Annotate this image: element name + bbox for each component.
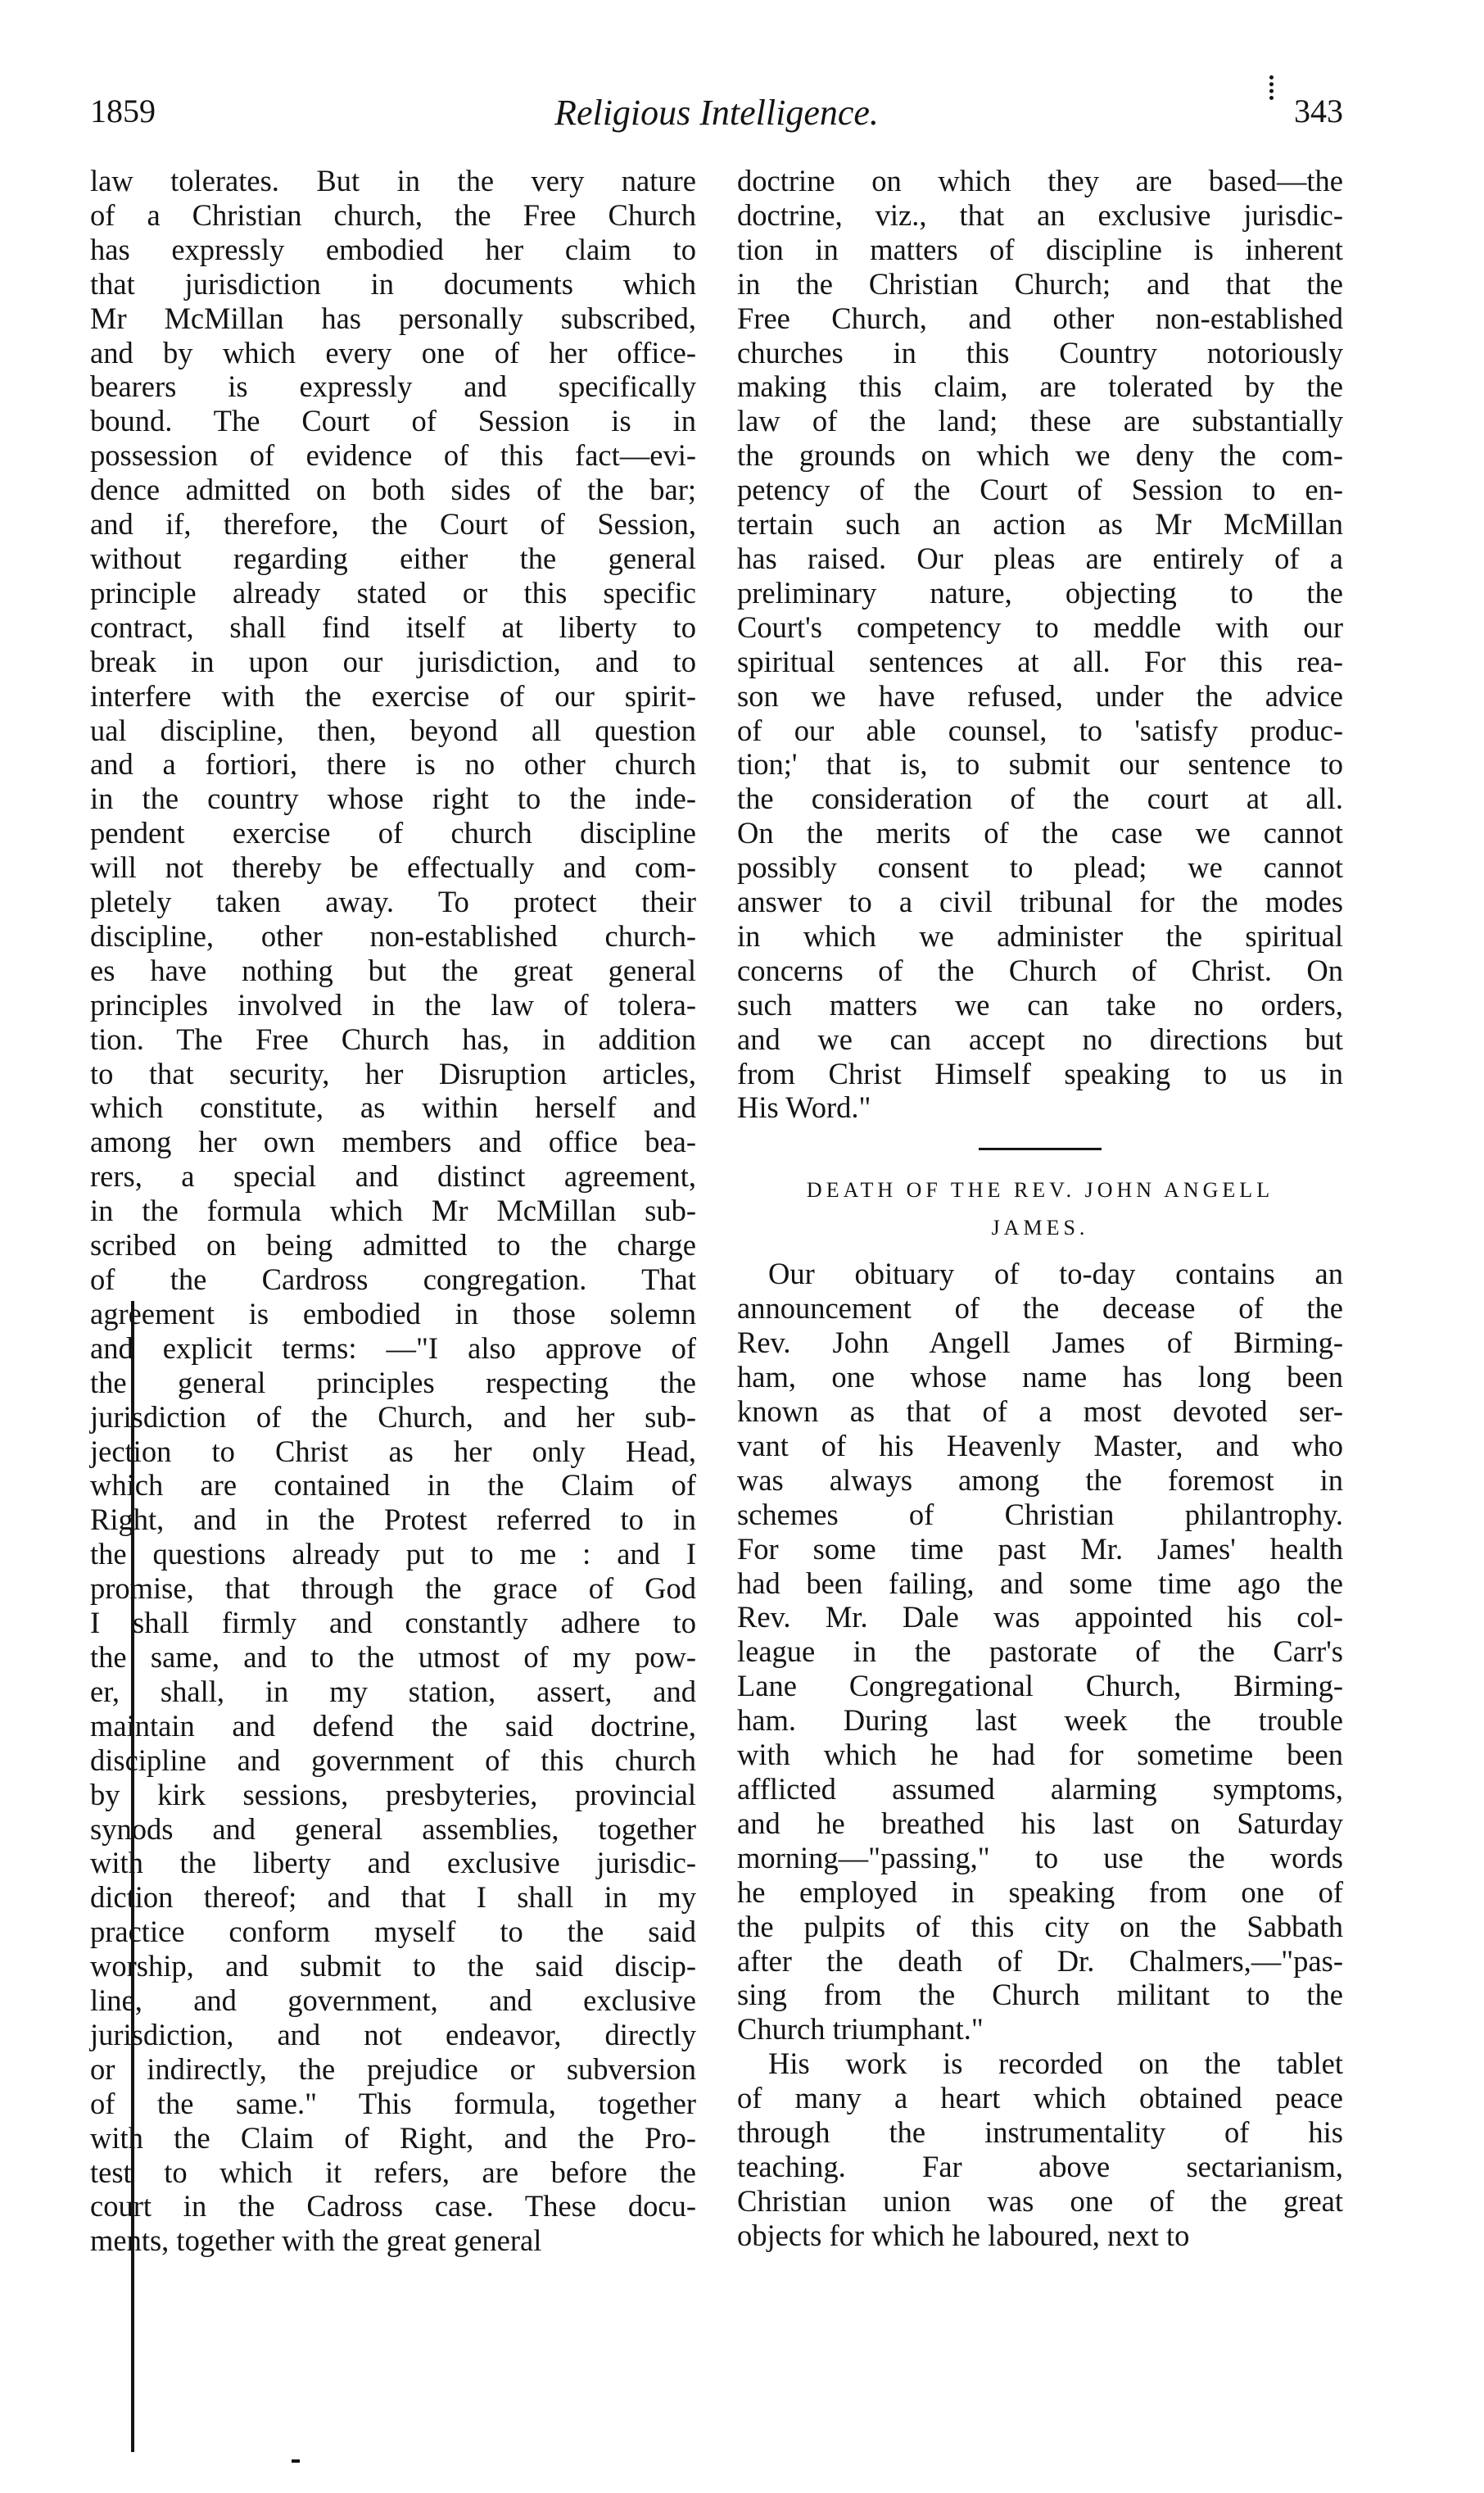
text-line: synods and general assemblies, together — [90, 1811, 696, 1846]
text-line: to that security, her Disruption articles, — [90, 1056, 696, 1090]
text-line: Mr McMillan has personally subscribed, — [90, 301, 696, 335]
text-line: ments, together with the great general — [90, 2223, 542, 2258]
text-line: line, and government, and exclusive — [90, 1983, 696, 2018]
text-line: possibly consent to plead; we cannot — [737, 850, 1343, 885]
text-line: Our obituary of to-day contains an — [768, 1257, 1343, 1291]
text-line: and he breathed his last on Saturday — [737, 1806, 1343, 1840]
text-line: the pulpits of this city on the Sabbath — [737, 1909, 1343, 1943]
right-column — [737, 164, 1343, 2253]
text-line: churches in this Country notoriously — [737, 335, 1343, 369]
text-line: of our able counsel, to 'satisfy produc- — [737, 713, 1343, 747]
text-line: tertain such an action as Mr McMillan — [737, 507, 1343, 542]
text-line: discipline, other non-established church- — [90, 918, 696, 953]
text-line: vant of his Heavenly Master, and who — [737, 1428, 1343, 1462]
text-line: announcement of the decease of the — [737, 1291, 1343, 1326]
text-line: Rev. Mr. Dale was appointed his col- — [737, 1600, 1343, 1634]
text-line: principles involved in the law of tolera- — [90, 987, 696, 1022]
text-line: through the instrumentality of his — [737, 2115, 1343, 2150]
text-line: petency of the Court of Session to en- — [737, 473, 1343, 507]
text-line: rers, a special and distinct agreement, — [90, 1159, 696, 1194]
text-line: had been failing, and some time ago the — [737, 1566, 1343, 1600]
text-line: the grounds on which we deny the com- — [737, 438, 1343, 473]
obituary-article — [737, 1257, 1343, 2252]
text-line: discipline and government of this church — [90, 1743, 696, 1777]
text-line: sing from the Church militant to the — [737, 1978, 1343, 2012]
text-line: and explicit terms: —"I also approve of — [90, 1330, 696, 1365]
text-line: with the Claim of Right, and the Pro- — [90, 2120, 696, 2155]
text-line: er, shall, in my station, assert, and — [90, 1674, 696, 1708]
text-line: Free Church, and other non-established — [737, 301, 1343, 335]
text-line: the questions already put to me : and I — [90, 1537, 696, 1571]
text-line: teaching. Far above sectarianism, — [737, 2149, 1343, 2183]
text-line: pletely taken away. To protect their — [90, 885, 696, 919]
text-line: principle already stated or this specific — [90, 575, 696, 610]
text-line: answer to a civil tribunal for the modes — [737, 885, 1343, 919]
text-line: law of the land; these are substantially — [737, 404, 1343, 438]
page-header — [90, 92, 1343, 141]
text-line: test to which it refers, are before the — [90, 2155, 696, 2189]
text-line: will not thereby be effectually and com- — [90, 850, 696, 885]
text-line: was always among the foremost in — [737, 1462, 1343, 1497]
text-line: which constitute, as within herself and — [90, 1090, 696, 1125]
text-line: or indirectly, the prejudice or subversion — [90, 2051, 696, 2086]
text-line: bearers is expressly and specifically — [90, 369, 696, 404]
text-line: spiritual sentences at all. For this rea- — [737, 644, 1343, 678]
text-line: that jurisdiction in documents which — [90, 266, 696, 301]
text-line: diction thereof; and that I shall in my — [90, 1880, 696, 1915]
text-line: tion;' that is, to submit our sentence to — [737, 747, 1343, 782]
text-line: of the same." This formula, together — [90, 2086, 696, 2120]
text-line: For some time past Mr. James' health — [737, 1531, 1343, 1566]
text-line: and we can accept no directions but — [737, 1022, 1343, 1056]
text-line: by kirk sessions, presbyteries, provincial — [90, 1777, 696, 1811]
text-line: possession of evidence of this fact—evi- — [90, 438, 696, 473]
text-line: objects for which he laboured, next to — [737, 2218, 1190, 2252]
text-line: maintain and defend the said doctrine, — [90, 1708, 696, 1743]
text-line: and by which every one of her office- — [90, 335, 696, 369]
text-line: the same, and to the utmost of my pow- — [90, 1639, 696, 1674]
text-line: morning—"passing," to use the words — [737, 1840, 1343, 1874]
text-line: afflicted assumed alarming symptoms, — [737, 1771, 1343, 1806]
text-line: doctrine, viz., that an exclusive jurisdic- — [737, 197, 1343, 232]
text-line: with the liberty and exclusive jurisdic- — [90, 1846, 696, 1880]
text-line: contract, shall find itself at liberty to — [90, 610, 696, 644]
text-line: worship, and submit to the said discip- — [90, 1949, 696, 1983]
text-line: such matters we can take no orders, — [737, 987, 1343, 1022]
text-line: among her own members and office bea- — [90, 1125, 696, 1159]
text-line: ham. During last week the trouble — [737, 1703, 1343, 1738]
text-line: pendent exercise of church discipline — [90, 816, 696, 850]
text-line: es have nothing but the great general — [90, 953, 696, 987]
text-line: His Word." — [737, 1090, 871, 1125]
text-line: in the Christian Church; and that the — [737, 266, 1343, 301]
text-line: I shall firmly and constantly adhere to — [90, 1606, 696, 1640]
text-line: without regarding either the general — [90, 541, 696, 575]
article-continuation — [737, 164, 1343, 1125]
text-line: Rev. John Angell James of Birming- — [737, 1326, 1343, 1360]
text-line: has expressly embodied her claim to — [90, 232, 696, 266]
text-line: which are contained in the Claim of — [90, 1468, 696, 1503]
text-line: from Christ Himself speaking to us in — [737, 1056, 1343, 1090]
page-number: 343 — [1294, 93, 1343, 129]
text-line: in the country whose right to the inde- — [90, 782, 696, 816]
print-mark-bottom — [292, 2459, 300, 2463]
text-line: break in upon our jurisdiction, and to — [90, 644, 696, 678]
text-line: tion in matters of discipline is inherent — [737, 232, 1343, 266]
text-line: of the Cardross congregation. That — [90, 1262, 696, 1296]
header-year: 1859 — [90, 93, 156, 129]
text-line: in which we administer the spiritual — [737, 918, 1343, 953]
text-line: has raised. Our pleas are entirely of a — [737, 541, 1343, 575]
text-line: Court's competency to meddle with our — [737, 610, 1343, 644]
text-line: ham, one whose name has long been — [737, 1360, 1343, 1394]
text-line: On the merits of the case we cannot — [737, 816, 1343, 850]
text-line: Christian union was one of the great — [737, 2183, 1343, 2218]
text-line: making this claim, are tolerated by the — [737, 369, 1343, 404]
text-line: concerns of the Church of Christ. On — [737, 953, 1343, 987]
text-line: court in the Cadross case. These docu- — [90, 2189, 696, 2223]
text-line: doctrine on which they are based—the — [737, 164, 1343, 197]
section-heading-line-2: JAMES. — [991, 1216, 1089, 1240]
text-line: son we have refused, under the advice — [737, 678, 1343, 713]
text-line: scribed on being admitted to the charge — [90, 1228, 696, 1262]
text-line: ual discipline, then, beyond all question — [90, 713, 696, 747]
text-line: known as that of a most devoted ser- — [737, 1394, 1343, 1428]
text-line: schemes of Christian philantrophy. — [737, 1497, 1343, 1531]
text-line: jurisdiction, and not endeavor, directly — [90, 2017, 696, 2051]
text-line: dence admitted on both sides of the bar; — [90, 473, 696, 507]
text-line: the general principles respecting the — [90, 1365, 696, 1399]
text-line: he employed in speaking from one of — [737, 1874, 1343, 1909]
text-line: preliminary nature, objecting to the — [737, 575, 1343, 610]
text-line: league in the pastorate of the Carr's — [737, 1634, 1343, 1669]
text-line: with which he had for sometime been — [737, 1738, 1343, 1772]
section-heading-line-1: DEATH OF THE REV. JOHN ANGELL — [806, 1178, 1274, 1203]
text-line: promise, that through the grace of God — [90, 1571, 696, 1606]
text-line: law tolerates. But in the very nature — [90, 164, 696, 197]
text-line: and a fortiori, there is no other church — [90, 747, 696, 782]
running-title: Religious Intelligence. — [554, 93, 879, 133]
text-line: Right, and in the Protest referred to in — [90, 1503, 696, 1537]
text-line: the consideration of the court at all. — [737, 782, 1343, 816]
text-line: bound. The Court of Session is in — [90, 404, 696, 438]
text-line: jection to Christ as her only Head, — [90, 1434, 696, 1468]
text-line: His work is recorded on the tablet — [768, 2047, 1343, 2081]
text-line: of a Christian church, the Free Church — [90, 197, 696, 232]
text-line: tion. The Free Church has, in addition — [90, 1022, 696, 1056]
text-line: interfere with the exercise of our spirit- — [90, 678, 696, 713]
text-line: practice conform myself to the said — [90, 1915, 696, 1949]
text-line: Lane Congregational Church, Birming- — [737, 1669, 1343, 1703]
section-divider — [979, 1148, 1102, 1150]
left-column — [90, 164, 696, 2258]
text-line: of many a heart which obtained peace — [737, 2081, 1343, 2115]
text-line: in the formula which Mr McMillan sub- — [90, 1194, 696, 1228]
text-line: and if, therefore, the Court of Session, — [90, 507, 696, 542]
text-line: agreement is embodied in those solemn — [90, 1296, 696, 1330]
text-line: after the death of Dr. Chalmers,—"pas- — [737, 1943, 1343, 1978]
text-line: Church triumphant." — [737, 2012, 984, 2047]
text-line: jurisdiction of the Church, and her sub- — [90, 1399, 696, 1434]
